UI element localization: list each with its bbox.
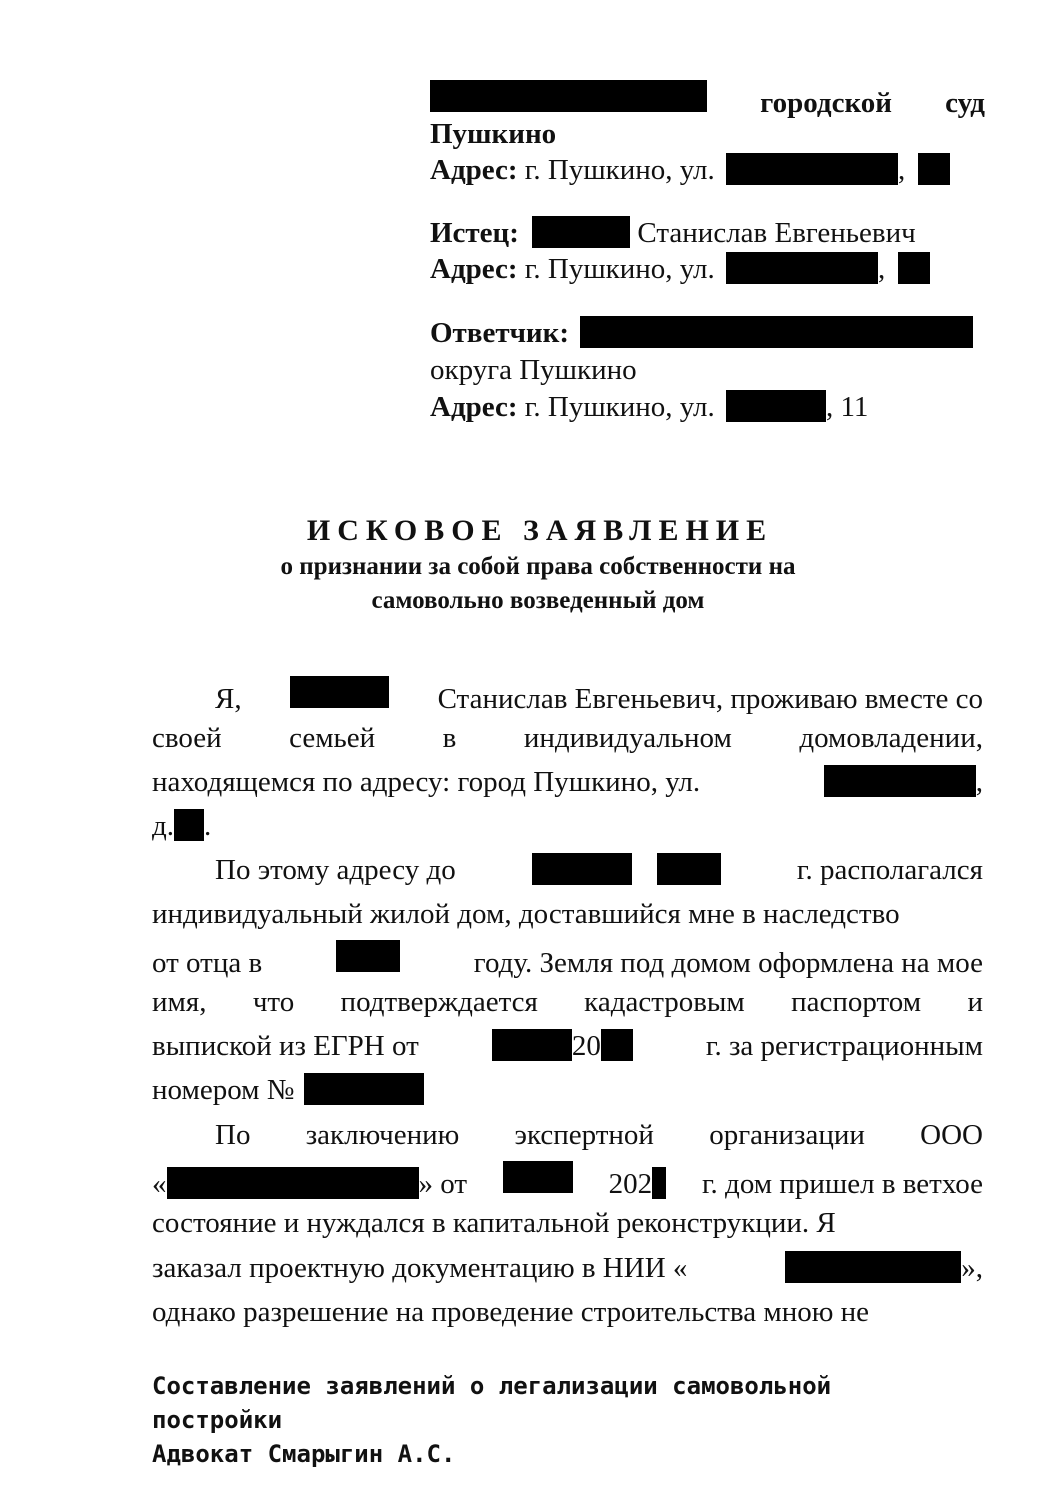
p1-line4 <box>152 808 211 844</box>
footer-line2: постройки <box>152 1406 283 1434</box>
p1-l1-b: Станислав Евгеньевич, проживаю вместе со <box>437 683 983 715</box>
p2-l5-b: 20 <box>571 1030 601 1062</box>
p2-l4-w2: подтверждается <box>340 986 538 1018</box>
p2-line3 <box>152 940 983 981</box>
p2-l4-w5: и <box>967 986 983 1018</box>
redacted-egrn-date <box>492 1029 572 1061</box>
court-word-court: суд <box>945 87 985 119</box>
court-word-city: городской <box>760 87 892 119</box>
defendant-line <box>430 315 973 351</box>
p2-line2 <box>152 896 983 932</box>
p2-l5-c: г. за регистрационным <box>705 1030 983 1062</box>
plaintiff-name: Станислав Евгеньевич <box>637 217 916 249</box>
p3-line3 <box>152 1205 983 1241</box>
defendant-line2: округа Пушкино <box>430 354 637 386</box>
p3-l2-b: » от <box>418 1168 468 1200</box>
p2-l4-w0: имя, <box>152 986 207 1018</box>
footer-line3: Адвокат Смарыгин А.С. <box>152 1440 456 1468</box>
p3-l1-w2: экспертной <box>514 1119 654 1151</box>
p3-l1-w1: заключению <box>305 1119 460 1151</box>
redacted-expert-date <box>503 1161 573 1193</box>
p2-l3-a: от отца в <box>152 947 263 979</box>
redacted-plaintiff-surname <box>532 216 630 248</box>
court-address-label: Адрес: <box>430 154 518 186</box>
p3-l2-d: г. дом пришел в ветхое <box>701 1168 983 1200</box>
p2-l4-w1: что <box>252 986 295 1018</box>
p2-line1 <box>215 852 983 888</box>
redacted-defendant-street <box>726 390 826 422</box>
p2-l3-b: году. Земля под домом оформлена на мое <box>473 947 983 979</box>
redacted-expert-year <box>652 1167 666 1199</box>
p2-l1-a: По этому адресу до <box>215 854 456 886</box>
p2-line4 <box>152 984 983 1020</box>
defendant-address-tail: , 11 <box>825 391 869 423</box>
p1-l2-w0: своей <box>152 722 222 754</box>
plaintiff-label: Истец: <box>430 217 519 249</box>
p2-l6: номером № <box>152 1074 295 1106</box>
p3-line5 <box>152 1294 983 1330</box>
p1-l3: находящемся по адресу: город Пушкино, ул. <box>152 766 701 798</box>
p3-l2-c: 202 <box>608 1168 653 1200</box>
redacted-date-1 <box>532 853 632 885</box>
p2-l5-a: выпиской из ЕГРН от <box>152 1030 419 1062</box>
p1-l2-w2: в <box>442 722 457 754</box>
p1-l2-w3: индивидуальном <box>523 722 732 754</box>
document-title: ИСКОВОЕ ЗАЯВЛЕНИЕ <box>306 514 774 547</box>
redacted-court-house <box>918 153 950 185</box>
p1-l4-b: . <box>204 810 212 842</box>
redacted-court-street <box>726 153 898 185</box>
redacted-institute-name <box>785 1251 961 1283</box>
p2-line6 <box>152 1072 424 1108</box>
p3-line4 <box>152 1250 983 1286</box>
document-subtitle-line1: о признании за собой права собственности на <box>280 553 796 580</box>
p2-l4-w3: кадастровым <box>584 986 745 1018</box>
p1-l1-a: Я, <box>215 683 242 715</box>
p1-l2-w4: домовладении, <box>799 722 983 754</box>
p1-l4-a: д. <box>152 810 175 842</box>
defendant-address-text: г. Пушкино, ул. <box>524 391 715 423</box>
p3-l4-b: », <box>961 1252 983 1284</box>
p1-l2-w1: семьей <box>289 722 376 754</box>
defendant-address-label: Адрес: <box>430 391 518 423</box>
plaintiff-line <box>430 215 916 251</box>
redacted-street <box>824 765 976 797</box>
p2-l2: индивидуальный жилой дом, доставшийся мне в наследство <box>152 898 900 930</box>
p3-l4-a: заказал проектную документацию в НИИ « <box>152 1252 688 1284</box>
p2-l4-w4: паспортом <box>791 986 922 1018</box>
court-address-text: г. Пушкино, ул. <box>524 154 715 186</box>
plaintiff-address <box>430 251 930 287</box>
p3-l5: однако разрешение на проведение строительства мною не <box>152 1296 870 1328</box>
court-name-line <box>430 80 985 121</box>
plaintiff-address-comma: , <box>877 253 886 285</box>
redacted-year <box>336 940 400 972</box>
plaintiff-address-label: Адрес: <box>430 253 518 285</box>
redacted-plaintiff-street <box>726 252 878 284</box>
p3-line1 <box>215 1117 983 1153</box>
plaintiff-address-text: г. Пушкино, ул. <box>524 253 715 285</box>
document-subtitle-line2: самовольно возведенный дом <box>371 587 705 614</box>
court-address <box>430 152 950 188</box>
redacted-egrn-year <box>601 1029 633 1061</box>
p2-line5 <box>152 1028 983 1064</box>
p1-line2 <box>152 720 983 756</box>
court-address-comma: , <box>897 154 906 186</box>
p3-l2-a: « <box>152 1168 167 1200</box>
p3-line2 <box>152 1161 983 1202</box>
redacted-court-name <box>430 80 707 112</box>
p3-l1-w3: организации <box>709 1119 865 1151</box>
p3-l1-w4: ООО <box>920 1119 983 1151</box>
redacted-expert-org <box>167 1167 419 1199</box>
p3-l3: состояние и нуждался в капитальной реконструкции. Я <box>152 1207 836 1239</box>
p1-line1 <box>215 676 983 717</box>
p1-line3 <box>152 764 983 800</box>
court-city: Пушкино <box>430 118 557 150</box>
redacted-date-2 <box>657 853 721 885</box>
p3-l1-w0: По <box>215 1119 251 1151</box>
redacted-reg-number <box>304 1073 424 1105</box>
defendant-label: Ответчик: <box>430 317 570 349</box>
footer-line1: Составление заявлений о легализации самовольной <box>152 1372 832 1400</box>
p2-l1-b: г. располагался <box>796 854 983 886</box>
redacted-house-number <box>174 809 204 841</box>
redacted-author-surname <box>290 676 389 708</box>
redacted-plaintiff-house <box>898 252 930 284</box>
p1-l3-comma: , <box>975 766 983 798</box>
redacted-defendant-name <box>580 316 973 348</box>
defendant-address <box>430 389 868 425</box>
